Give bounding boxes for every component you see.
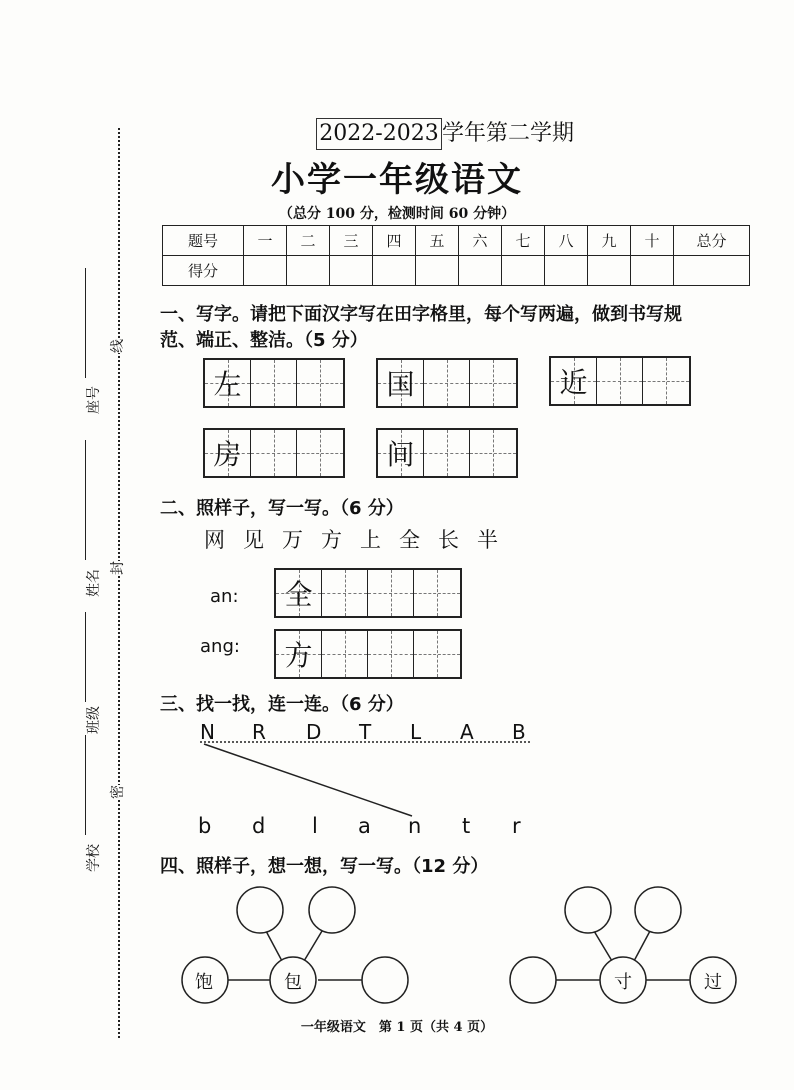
pinyin-ang-label: ang: bbox=[200, 636, 240, 657]
binding-word-xian: 线 bbox=[110, 339, 126, 353]
left-connector-up2 bbox=[304, 931, 322, 961]
page-title: 小学一年级语文 bbox=[271, 160, 523, 200]
q1-instruction-line2: 范、端正、整洁。（5 分） bbox=[160, 330, 368, 351]
q4-title: 四、照样子，想一想，写一写。（12 分） bbox=[160, 856, 489, 877]
col-total: 总分 bbox=[674, 226, 750, 256]
upper-letter: N bbox=[200, 720, 215, 744]
right-blank-circle-2[interactable] bbox=[635, 887, 681, 933]
q4-char-cun: 寸 bbox=[614, 972, 632, 993]
upper-letter: A bbox=[460, 720, 474, 744]
class-label: 班级 bbox=[86, 706, 102, 734]
bank-char: 万 bbox=[282, 528, 303, 552]
upper-letter: L bbox=[410, 720, 422, 744]
binding-word-mi: 密 bbox=[110, 785, 126, 799]
name-label: 姓名 bbox=[86, 569, 102, 597]
binding-word-feng: 封 bbox=[110, 561, 126, 575]
exam-subtitle: （总分 100 分，检测时间 60 分钟） bbox=[278, 206, 516, 222]
lower-letter: a bbox=[358, 814, 371, 838]
lower-letter: l bbox=[312, 814, 318, 838]
col-4: 四 bbox=[373, 226, 416, 256]
upper-letter: R bbox=[252, 720, 266, 744]
sample-char: 近 bbox=[559, 366, 588, 399]
lower-letter: r bbox=[512, 814, 521, 838]
left-blank-circle-3[interactable] bbox=[362, 957, 408, 1003]
sample-char: 国 bbox=[386, 368, 415, 401]
bank-char: 方 bbox=[321, 528, 342, 552]
right-connector-up2 bbox=[634, 931, 650, 961]
q2-title: 二、照样子，写一写。（6 分） bbox=[160, 498, 404, 519]
bank-char: 上 bbox=[360, 528, 381, 552]
col-10: 十 bbox=[631, 226, 674, 256]
bank-char: 半 bbox=[477, 528, 498, 552]
row-label-question: 题号 bbox=[163, 226, 244, 256]
left-connector-up1 bbox=[266, 931, 282, 961]
q4-char-guo: 过 bbox=[704, 972, 722, 993]
sample-char: 房 bbox=[213, 438, 242, 471]
col-6: 六 bbox=[459, 226, 502, 256]
sample-char: 方 bbox=[284, 639, 313, 672]
lower-letter: d bbox=[252, 814, 266, 838]
school-label: 学校 bbox=[86, 844, 102, 872]
upper-letter: B bbox=[512, 720, 526, 744]
sample-char: 左 bbox=[213, 368, 242, 401]
right-blank-circle-3[interactable] bbox=[510, 957, 556, 1003]
seat-number-label: 座号 bbox=[86, 386, 102, 414]
row-label-score: 得分 bbox=[163, 256, 244, 286]
lower-letter: b bbox=[198, 814, 212, 838]
bank-char: 长 bbox=[438, 528, 459, 552]
right-connector-up1 bbox=[594, 931, 612, 961]
left-blank-circle-1[interactable] bbox=[237, 887, 283, 933]
q1-instruction-line1: 一、写字。请把下面汉字写在田字格里，每个写两遍，做到书写规 bbox=[160, 304, 682, 325]
bank-char: 全 bbox=[399, 528, 420, 552]
sample-char: 间 bbox=[386, 438, 415, 471]
right-blank-circle-1[interactable] bbox=[565, 887, 611, 933]
pinyin-an-label: an: bbox=[210, 586, 239, 607]
col-5: 五 bbox=[416, 226, 459, 256]
sample-char: 全 bbox=[284, 578, 313, 611]
page-footer: 一年级语文 第 1 页（共 4 页） bbox=[300, 1020, 494, 1035]
term-label: 学年第二学期 bbox=[442, 121, 575, 146]
col-7: 七 bbox=[502, 226, 545, 256]
col-8: 八 bbox=[545, 226, 588, 256]
left-blank-circle-2[interactable] bbox=[309, 887, 355, 933]
col-9: 九 bbox=[588, 226, 631, 256]
school-year: 2022-2023 bbox=[316, 118, 442, 150]
lower-letter: n bbox=[408, 814, 422, 838]
col-3: 三 bbox=[330, 226, 373, 256]
lower-letter: t bbox=[462, 814, 471, 838]
upper-letter: D bbox=[306, 720, 322, 744]
col-2: 二 bbox=[287, 226, 330, 256]
upper-letter: T bbox=[359, 720, 372, 744]
q3-title: 三、找一找，连一连。（6 分） bbox=[160, 694, 404, 715]
bank-char: 网 bbox=[204, 528, 225, 552]
q4-char-bao-full: 饱 bbox=[195, 972, 213, 993]
col-1: 一 bbox=[244, 226, 287, 256]
q4-char-bao: 包 bbox=[284, 972, 302, 993]
bank-char: 见 bbox=[243, 528, 264, 552]
